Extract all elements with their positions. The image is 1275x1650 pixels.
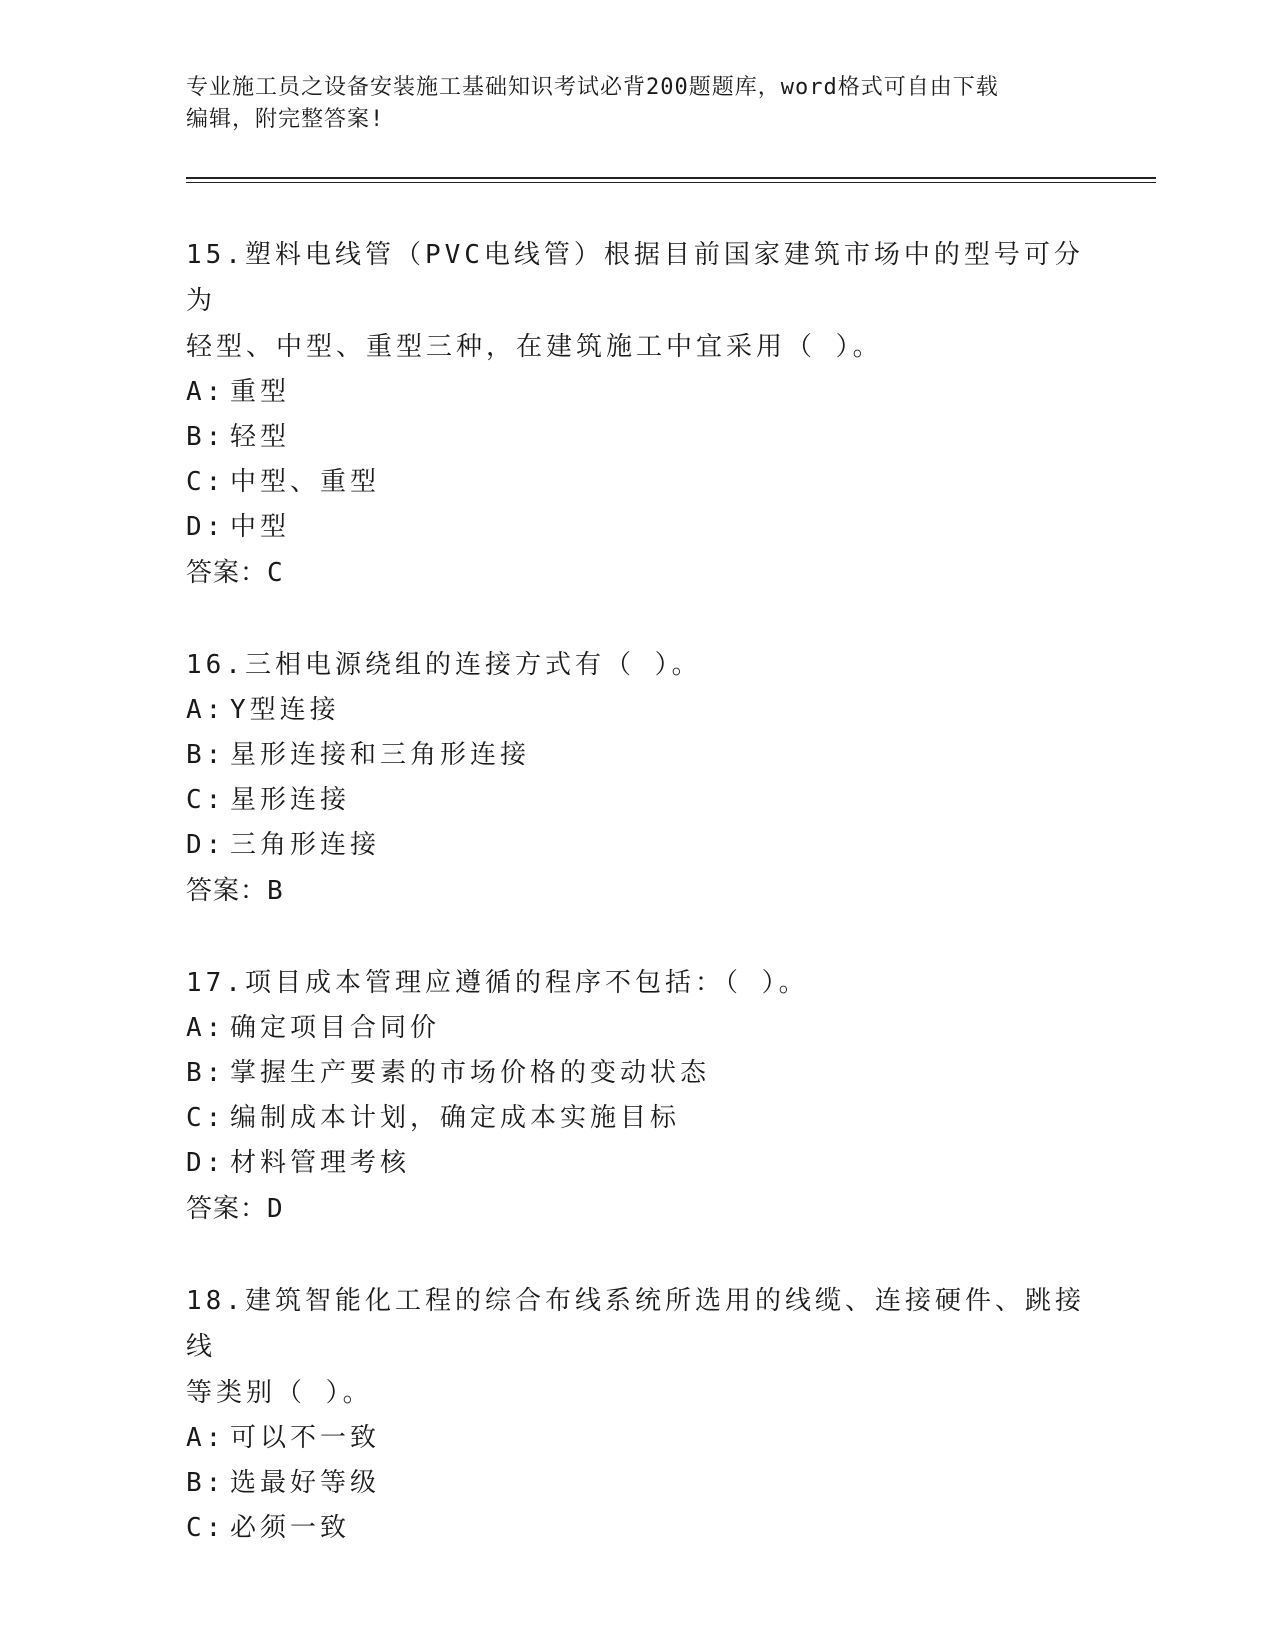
- option-key: D:: [186, 1148, 226, 1178]
- question-17: [186, 960, 1086, 1232]
- option-a: [186, 370, 1086, 415]
- question-list: [186, 232, 1086, 1597]
- answer-value: C: [267, 558, 284, 588]
- answer-line: [186, 1186, 1086, 1232]
- header-divider-thick: [186, 177, 1156, 179]
- option-text: 星形连接: [230, 785, 351, 815]
- option-d: [186, 505, 1086, 550]
- option-d: [186, 1141, 1086, 1186]
- option-text: Y型连接: [230, 695, 340, 725]
- question-18: [186, 1278, 1086, 1551]
- option-key: A:: [186, 1013, 226, 1043]
- option-text: 可以不一致: [230, 1423, 381, 1453]
- header-line-1: 专业施工员之设备安装施工基础知识考试必背200题题库，word格式可自由下载: [186, 75, 999, 100]
- option-text: 编制成本计划，确定成本实施目标: [230, 1103, 681, 1133]
- option-text: 掌握生产要素的市场价格的变动状态: [230, 1058, 711, 1088]
- question-15: [186, 232, 1086, 596]
- option-key: B:: [186, 1058, 226, 1088]
- option-text: 轻型: [230, 422, 291, 452]
- question-text-line: 17.项目成本管理应遵循的程序不包括：（ ）。: [186, 968, 809, 998]
- answer-label: 答案：: [186, 1194, 268, 1224]
- option-key: D:: [186, 830, 226, 860]
- option-text: 重型: [230, 377, 291, 407]
- option-b: [186, 1051, 1086, 1096]
- answer-value: D: [267, 1194, 284, 1224]
- option-text: 三角形连接: [230, 830, 381, 860]
- answer-line: [186, 868, 1086, 914]
- option-text: 选最好等级: [230, 1468, 381, 1498]
- option-b: [186, 1461, 1086, 1506]
- option-text: 中型: [230, 512, 291, 542]
- option-d: [186, 823, 1086, 868]
- option-key: D:: [186, 512, 226, 542]
- option-key: B:: [186, 422, 226, 452]
- option-key: B:: [186, 740, 226, 770]
- option-key: B:: [186, 1468, 226, 1498]
- question-text-line: 15.塑料电线管（PVC电线管）根据目前国家建筑市场中的型号可分为: [186, 240, 1084, 316]
- option-key: C:: [186, 785, 226, 815]
- option-a: [186, 1006, 1086, 1051]
- header-divider-thin: [186, 182, 1156, 183]
- question-text-line: 18.建筑智能化工程的综合布线系统所选用的线缆、连接硬件、跳接线: [186, 1286, 1085, 1362]
- option-key: C:: [186, 1103, 226, 1133]
- option-a: [186, 1416, 1086, 1461]
- answer-label: 答案：: [186, 558, 268, 588]
- header-line-2: 编辑，附完整答案!: [186, 107, 385, 132]
- option-text: 星形连接和三角形连接: [230, 740, 531, 770]
- option-key: A:: [186, 1423, 226, 1453]
- answer-value: B: [267, 876, 284, 906]
- option-key: C:: [186, 1513, 226, 1543]
- option-a: [186, 688, 1086, 733]
- option-text: 确定项目合同价: [230, 1013, 441, 1043]
- option-text: 材料管理考核: [230, 1148, 411, 1178]
- option-text: 必须一致: [230, 1513, 351, 1543]
- question-text-line: 轻型、中型、重型三种，在建筑施工中宜采用（ ）。: [186, 332, 883, 362]
- question-text-line: 16.三相电源绕组的连接方式有（ ）。: [186, 650, 702, 680]
- option-b: [186, 733, 1086, 778]
- option-text: 中型、重型: [230, 467, 381, 497]
- question-16: [186, 642, 1086, 914]
- answer-label: 答案：: [186, 876, 268, 906]
- option-c: [186, 1506, 1086, 1551]
- option-key: C:: [186, 467, 226, 497]
- document-header: [186, 72, 1086, 136]
- question-text-line: 等类别（ ）。: [186, 1378, 373, 1408]
- option-b: [186, 415, 1086, 460]
- option-key: A:: [186, 377, 226, 407]
- option-key: A:: [186, 695, 226, 725]
- answer-line: [186, 550, 1086, 596]
- option-c: [186, 460, 1086, 505]
- option-c: [186, 1096, 1086, 1141]
- option-c: [186, 778, 1086, 823]
